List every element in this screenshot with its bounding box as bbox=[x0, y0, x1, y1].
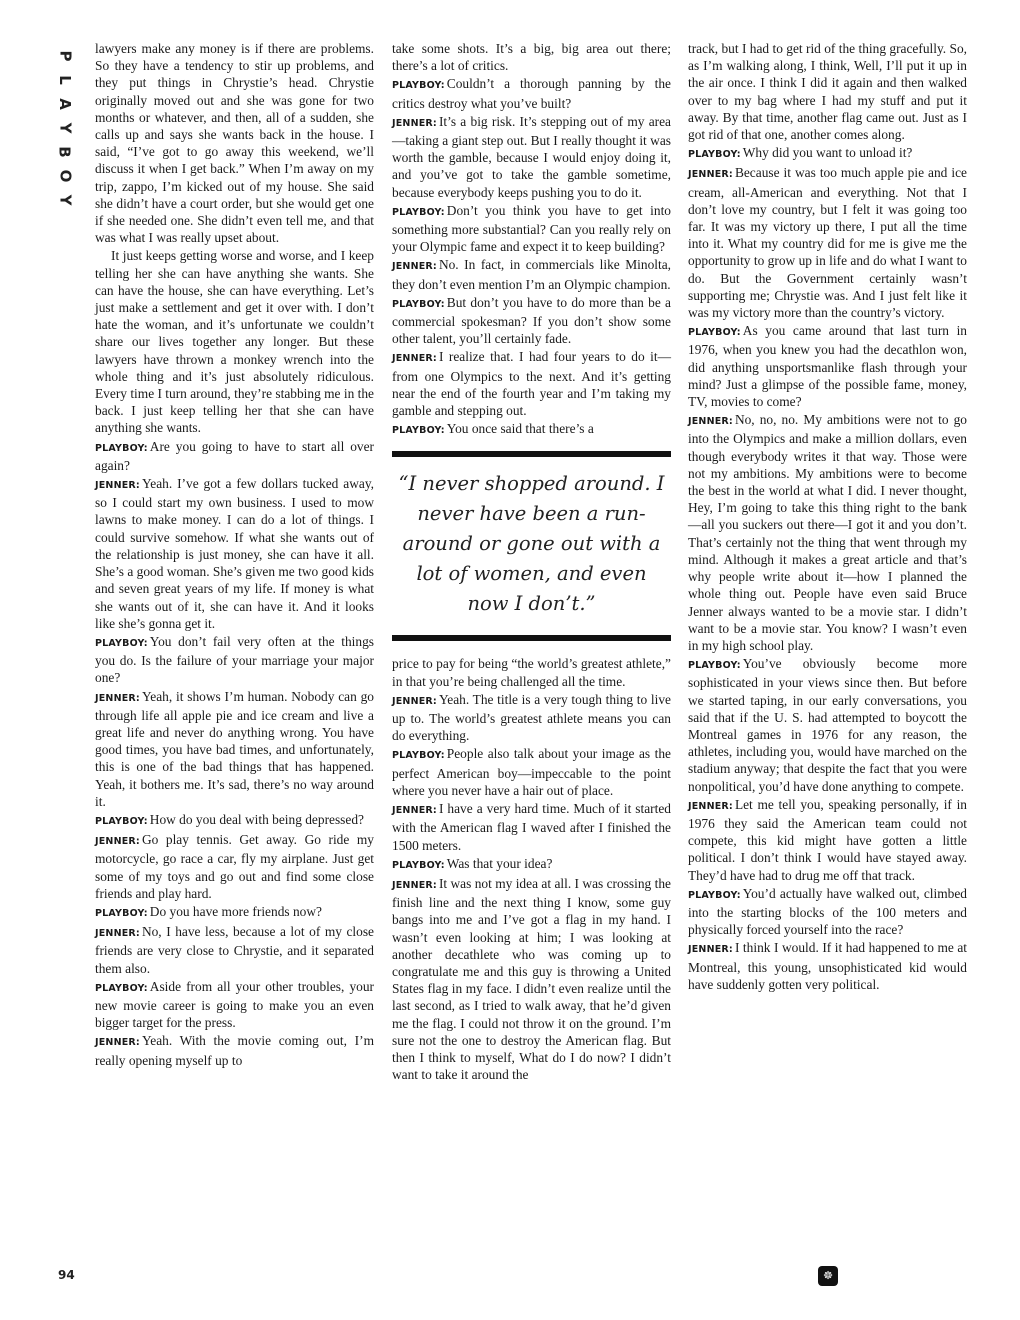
interview-turn bbox=[392, 745, 671, 799]
speaker-label: PLAYBOY: bbox=[392, 425, 445, 437]
paragraph bbox=[688, 40, 967, 143]
interview-turn bbox=[392, 202, 671, 256]
title-letter: O bbox=[55, 169, 74, 183]
paragraph-text: No, I have less, because a lot of my close friends are very close to Chrystie, and it separated them also. bbox=[95, 924, 374, 976]
paragraph-text: It was not my idea at all. I was crossing the finish line and the next thing I know, some guy bangs into me and I’ve got a flag in my hand. I wasn’t even looking at him; I was looking at another decathlete who was coming up to congratulate me and this guy is throwing a United States flag in my face. I didn’t even realize until the last second, as I tried to walk away, that he’d given me the flag. I could not throw it on the ground. I’m sure not the one to destroy the American flag. But then I think to myself, What do I do now? I didn’t want to take it around the bbox=[392, 875, 671, 1083]
interview-turn bbox=[95, 633, 374, 687]
interview-turn bbox=[95, 1032, 374, 1068]
paragraph-text: lawyers make any money is if there are problems. So they have a tendency to stir up problems, and they put things in Chrystie’s head. Chrystie originally moved out and she was gone for two months or whatever, and then, all of a sudden, she calls up and says she wants back in the house. I said, “I’ve got to go away this weekend, we’ll discuss it when I get back.” When I’m away on my trip, zappo, I’m kicked out of my house. She said she didn’t have a court order, but she would get one if she needed one. She didn’t even tell me, and that was what I was really upset about. bbox=[95, 41, 374, 246]
speaker-label: JENNER: bbox=[392, 117, 437, 129]
interview-turn bbox=[392, 348, 671, 419]
speaker-label: PLAYBOY: bbox=[688, 327, 741, 339]
paragraph-text: Because it was too much apple pie and ice cream, all-American and everything. Not that I don’t love my country, but I felt it was going too far. It was my victory up there, I put all the time into it. What my country did for me is give me the opportunity to grow up in life and do what I want to do. But the Government certainly wasn’t supporting me; Chrystie was. And I just felt like it was my victory more than the country’s victory. bbox=[688, 165, 967, 321]
speaker-label: PLAYBOY: bbox=[392, 750, 445, 762]
text-column-3 bbox=[688, 40, 967, 994]
paragraph-text: Was that your idea? bbox=[446, 855, 553, 871]
interview-turn bbox=[95, 811, 374, 830]
speaker-label: JENNER: bbox=[392, 695, 437, 707]
paragraph-text: It just keeps getting worse and worse, and I keep telling her she can have anything she wants. She can have the house, she can have everything. Let’s just make a settlement and get it over with. I don’t hate the woman, and it’s unfortunate we couldn’t share our lives together any longer. But these lawyers have thrown a monkey wrench into the whole thing and it’s just absolutely ridiculous. Every time I turn around, they’re stabbing me in the back. I just keep telling her that she can have anything she wants. bbox=[95, 248, 374, 436]
speaker-label: PLAYBOY: bbox=[688, 660, 741, 672]
paragraph-text: Yeah. The title is a very tough thing to live up to. The world’s greatest athlete means you can do everything. bbox=[392, 691, 671, 744]
speaker-label: JENNER: bbox=[688, 800, 733, 812]
interview-turn bbox=[688, 939, 967, 993]
interview-turn bbox=[392, 691, 671, 745]
page-number: 94 bbox=[58, 1268, 75, 1282]
paragraph-text: I think I would. If it had happened to me at Montreal, this young, unsophisticated kid would have suddenly gotten very political. bbox=[688, 940, 967, 992]
interview-turn bbox=[95, 831, 374, 902]
interview-turn bbox=[392, 294, 671, 348]
column-2-top bbox=[392, 40, 671, 439]
paragraph-text: No, no, no. My ambitions were not to go into the Olympics and make a million dollars, even though everybody writes it that way. Those were not my ambitions. My ambitions were to become the best in the world at what I did. I never thought, Hey, I’m going to take this thing right to the bank—all you suckers out there—I got it and you don’t. That’s certainly not the thing that went through my mind. Although it makes a great article and that’s why people write about it—how I planned the whole thing out. People have even said Bruce Jenner always wanted to be a movie star. I didn’t want to be a movie star. You know? I wasn’t even in my high school play. bbox=[688, 412, 967, 653]
interview-turn bbox=[95, 978, 374, 1032]
speaker-label: JENNER: bbox=[392, 805, 437, 817]
paragraph-text: take some shots. It’s a big, big area out there; there’s a lot of critics. bbox=[392, 41, 671, 74]
speaker-label: JENNER: bbox=[688, 944, 733, 956]
paragraph-text: Let me tell you, speaking personally, if in 1976 they said the American team could not compete, this kid might have gotten a little political. I don’t think I would have stayed away. They’d have had to drug me off that track. bbox=[688, 796, 967, 883]
interview-turn bbox=[95, 475, 374, 632]
speaker-label: PLAYBOY: bbox=[688, 889, 741, 901]
speaker-label: JENNER: bbox=[95, 836, 140, 848]
title-letter: A bbox=[55, 98, 74, 110]
paragraph-text: Yeah. With the movie coming out, I’m really opening myself up to bbox=[95, 1033, 374, 1068]
interview-turn bbox=[392, 256, 671, 292]
paragraph-text: I have a very hard time. Much of it started with the American flag I waved after I finished the 1500 meters. bbox=[392, 801, 671, 853]
speaker-label: JENNER: bbox=[95, 1037, 140, 1049]
title-letter: L bbox=[56, 75, 74, 85]
speaker-label: PLAYBOY: bbox=[392, 298, 445, 310]
paragraph-text: track, but I had to get rid of the thing gracefully. So, as I’m walking along, I think, Well, I’ll put it up in the air once. I think I did it again and then walked over to my bag where I had my stuff and put it away. By that time, another flag came out. Just as I got rid of that one, another comes along. bbox=[688, 41, 967, 143]
interview-turn bbox=[688, 885, 967, 939]
paragraph-text: You once said that there’s a bbox=[446, 421, 594, 437]
speaker-label: PLAYBOY: bbox=[95, 907, 148, 919]
paragraph-text: But don’t you have to do more than be a commercial spokesman? If you don’t show some other talent, you’ll certainly fade. bbox=[392, 294, 671, 347]
interview-turn bbox=[688, 144, 967, 163]
interview-turn bbox=[392, 75, 671, 111]
interview-turn bbox=[688, 164, 967, 321]
paragraph-text: Couldn’t a thorough panning by the critics destroy what you’ve built? bbox=[392, 76, 671, 111]
paragraph-text: How do you deal with being depressed? bbox=[149, 811, 364, 827]
interview-turn bbox=[95, 923, 374, 977]
title-letter: Y bbox=[56, 194, 74, 206]
interview-turn bbox=[392, 420, 671, 439]
text-column-2 bbox=[392, 40, 671, 1084]
paragraph-text: No. In fact, in commercials like Minolta, they don’t even mention I’m an Olympic champion. bbox=[392, 257, 671, 292]
interview-turn bbox=[95, 903, 374, 922]
speaker-label: PLAYBOY: bbox=[95, 442, 148, 454]
interview-turn bbox=[392, 113, 671, 201]
paragraph-text: You don’t fail very often at the things you do. Is the failure of your marriage your major one? bbox=[95, 633, 374, 686]
title-letter: Y bbox=[56, 122, 74, 134]
interview-turn bbox=[95, 438, 374, 474]
paragraph-text: Why did you want to unload it? bbox=[742, 145, 913, 161]
interview-turn bbox=[392, 855, 671, 874]
paragraph bbox=[95, 247, 374, 436]
speaker-label: JENNER: bbox=[95, 692, 140, 704]
paragraph-text: Are you going to have to start all over again? bbox=[95, 438, 374, 473]
interview-turn bbox=[392, 800, 671, 854]
speaker-label: PLAYBOY: bbox=[95, 637, 148, 649]
pull-quote: “I never shopped around. I never have been a run-around or gone out with a lot of women, and even now I don’t.” bbox=[392, 451, 671, 641]
paragraph-text: Yeah, it shows I’m human. Nobody can go through life all apple pie and ice cream and live a great life and never do anything wrong. You have good times, you have bad times, and unfortunately, this is one of the bad things that has happened. Yeah, it bothers me. It’s sad, there’s no way around it. bbox=[95, 688, 374, 809]
paragraph bbox=[392, 40, 671, 74]
vertical-magazine-title bbox=[54, 44, 76, 212]
speaker-label: JENNER: bbox=[392, 879, 437, 891]
speaker-label: PLAYBOY: bbox=[688, 149, 741, 161]
paragraph-text: You’ve obviously become more sophisticated in your views since then. But before we started taping, in our early conversations, you said that if the U. S. had attempted to boycott the Montreal games in 1976 for any reason, the athletes, including you, would have marched on the stadium anyway; that despite the fact that you were nonpolitical, you’d have done anything to compete. bbox=[688, 656, 967, 794]
paragraph-text: You’d actually have walked out, climbed into the starting blocks of the 100 meters and physically forced yourself into the race? bbox=[688, 885, 967, 938]
interview-turn bbox=[688, 411, 967, 654]
speaker-label: PLAYBOY: bbox=[95, 815, 148, 827]
column-2-bottom bbox=[392, 655, 671, 1083]
paragraph-text: Don’t you think you have to get into something more substantial? Can you really rely on your Olympic fame and expect it to keep building? bbox=[392, 202, 671, 255]
speaker-label: JENNER: bbox=[688, 169, 733, 181]
title-letter: P bbox=[56, 50, 74, 62]
interview-turn bbox=[95, 688, 374, 810]
speaker-label: PLAYBOY: bbox=[392, 859, 445, 871]
speaker-label: JENNER: bbox=[95, 480, 140, 492]
paragraph-text: People also talk about your image as the perfect American boy—impeccable to the point where you never have a hair out of place. bbox=[392, 746, 671, 798]
speaker-label: PLAYBOY: bbox=[95, 982, 148, 994]
paragraph-text: Do you have more friends now? bbox=[149, 903, 322, 919]
paragraph-text: Go play tennis. Get away. Go ride my motorcycle, go race a car, fly my airplane. Just get some of my toys and go out and find some close friends and play hard. bbox=[95, 832, 374, 901]
interview-turn bbox=[688, 796, 967, 884]
paragraph-text: Aside from all your other troubles, your new movie career is going to make you an even bigger target for the press. bbox=[95, 978, 374, 1031]
speaker-label: JENNER: bbox=[392, 261, 437, 273]
speaker-label: JENNER: bbox=[95, 928, 140, 940]
paragraph-text: Yeah. I’ve got a few dollars tucked away, so I could start my own business. I used to mow lawns to make money. I can do a lot of things. I could survive somehow. If what she wants out of the relationship is just money, she can have it all. She’s a good woman. She’s given me two good kids and seven great years of my life. If money is what she wants out of it, she can have it. And it looks like she’s gonna get it. bbox=[95, 476, 374, 631]
paragraph-text: As you came around that last turn in 1976, when you knew you had the decathlon won, did anything unsportsmanlike flash through your mind? Just a glimpse of the possible fame, money, TV, movies to come? bbox=[688, 323, 967, 410]
title-letter: B bbox=[56, 146, 74, 158]
speaker-label: PLAYBOY: bbox=[392, 206, 445, 218]
speaker-label: JENNER: bbox=[392, 353, 437, 365]
speaker-label: PLAYBOY: bbox=[392, 80, 445, 92]
speaker-label: JENNER: bbox=[688, 416, 733, 428]
paragraph-text: It’s a big risk. It’s stepping out of my area—taking a giant step out. But I really thought it was worth the gamble, because I would enjoy doing it, and you’ve got to take the gamble sometime, because everybody keeps pushing you to do it. bbox=[392, 113, 671, 200]
paragraph-text: I realize that. I had four years to do it—from one Olympics to the next. And it’s getting near the end of the fourth year and I’m taking my gamble and stepping out. bbox=[392, 349, 671, 419]
bunny-logo-icon: ☸ bbox=[818, 1266, 838, 1286]
interview-turn bbox=[392, 875, 671, 1083]
paragraph-text: price to pay for being “the world’s greatest athlete,” in that you’re being challenged all the time. bbox=[392, 656, 671, 689]
paragraph bbox=[392, 655, 671, 689]
interview-turn bbox=[688, 655, 967, 795]
text-column-1 bbox=[95, 40, 374, 1070]
paragraph bbox=[95, 40, 374, 246]
interview-turn bbox=[688, 322, 967, 410]
